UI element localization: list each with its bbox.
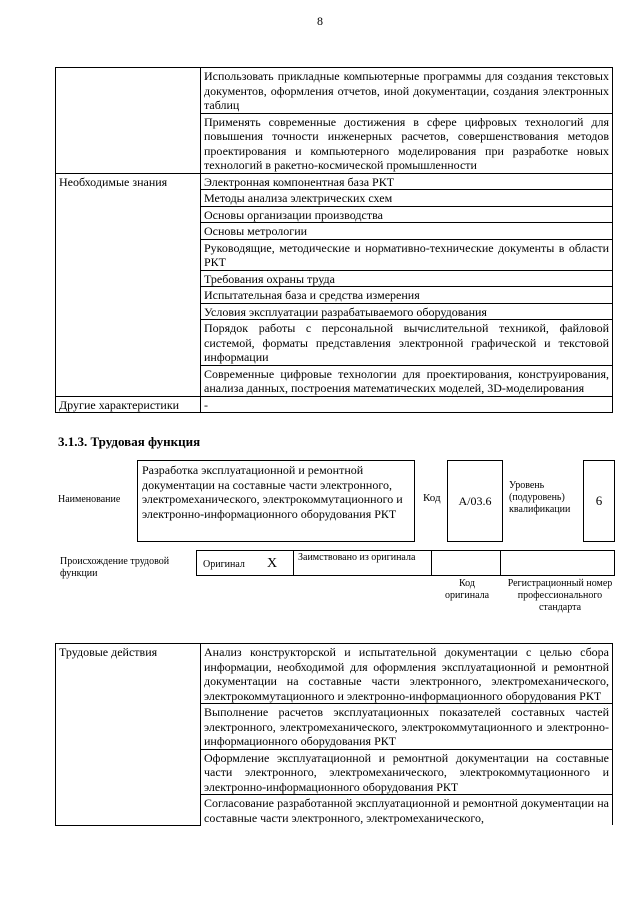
origin-label: Происхождение трудовой функции (60, 556, 170, 579)
action-cell: Оформление эксплуатационной и ремонтной документации на составные части электронного, электромеханического, электрокоммутационного и электронно-информационного оборудования РКТ (201, 749, 613, 795)
knowledge-cell: Основы метрологии (201, 223, 613, 240)
code-value: A/03.6 (458, 493, 492, 508)
row-label-knowledge: Необходимые знания (56, 173, 201, 396)
knowledge-cell: Испытательная база и средства измерения (201, 287, 613, 304)
knowledge-cell: Руководящие, методические и нормативно-технические документы в области РКТ (201, 239, 613, 270)
action-cell: Согласование разработанной эксплуатационной и ремонтной документации на составные части электронного, электромеханического, (201, 795, 613, 826)
code-label: Код (423, 492, 441, 504)
knowledge-cell: Основы организации производства (201, 206, 613, 223)
action-cell: Выполнение расчетов эксплуатационных показателей составных частей электронного, электромеханического, электрокоммутационного и электронно-информационного оборудования РКТ (201, 704, 613, 750)
section-title: 3.1.3. Трудовая функция (58, 434, 201, 449)
skill-cell: Применять современные достижения в сфере цифровых технологий для повышения точности инженерных расчетов, совершенствования методов проектирования и компьютерного моделирования при разработке новых технологий в ракетно-космической промышленности (201, 113, 613, 173)
page-number: 8 (317, 14, 323, 28)
name-label: Наименование (58, 494, 121, 505)
function-name-box (137, 460, 415, 542)
borrowed-cell (293, 550, 432, 576)
knowledge-cell: Электронная компонентная база РКТ (201, 173, 613, 190)
knowledge-cell: Современные цифровые технологии для проектирования, конструирования, анализа данных, построения математических моделей, 3D-моделирования (201, 365, 613, 396)
knowledge-cell: Условия эксплуатации разрабатываемого оборудования (201, 303, 613, 320)
row-label-actions: Трудовые действия (56, 644, 201, 826)
skill-cell: Использовать прикладные компьютерные программы для создания текстовых документов, оформления отчетов, иной документации, создания электронных таблиц (201, 68, 613, 114)
original-label: Оригинал (203, 559, 245, 570)
other-cell: - (201, 396, 613, 413)
knowledge-cell: Методы анализа электрических схем (201, 190, 613, 207)
code-box (447, 460, 503, 542)
row-label-other: Другие характеристики (56, 396, 201, 413)
original-cell (196, 550, 294, 576)
skills-knowledge-table (55, 67, 613, 413)
origin-code-label: Код оригинала (444, 578, 490, 601)
knowledge-cell: Порядок работы с персональной вычислительной техникой, файловой системой, форматы представления электронной графической и текстовой информации (201, 320, 613, 366)
origin-code-cell (431, 550, 501, 576)
level-label: Уровень (подуровень) квалификации (509, 480, 571, 515)
knowledge-cell: Требования охраны труда (201, 270, 613, 287)
reg-number-cell (500, 550, 615, 576)
function-name: Разработка эксплуатационной и ремонтной документации на составные части электронного, электромеханического, электрокоммутационного и электронно-информационного оборудования РКТ (142, 463, 403, 521)
borrowed-label: Заимствовано из оригинала (298, 552, 416, 563)
original-mark: X (267, 556, 278, 571)
level-box (583, 460, 615, 542)
action-cell: Анализ конструкторской и испытательной документации с целью сбора информации, необходимой для оформления эксплуатационной и ремонтной документации на составные части электронного, электромеханического, электрокоммутационного и электронно-информационного оборудования РКТ (201, 644, 613, 704)
labor-actions-table (55, 643, 613, 826)
reg-number-label: Регистрационный номер профессионального стандарта (507, 578, 613, 613)
row-label-blank (56, 68, 201, 174)
level-value: 6 (595, 493, 603, 508)
